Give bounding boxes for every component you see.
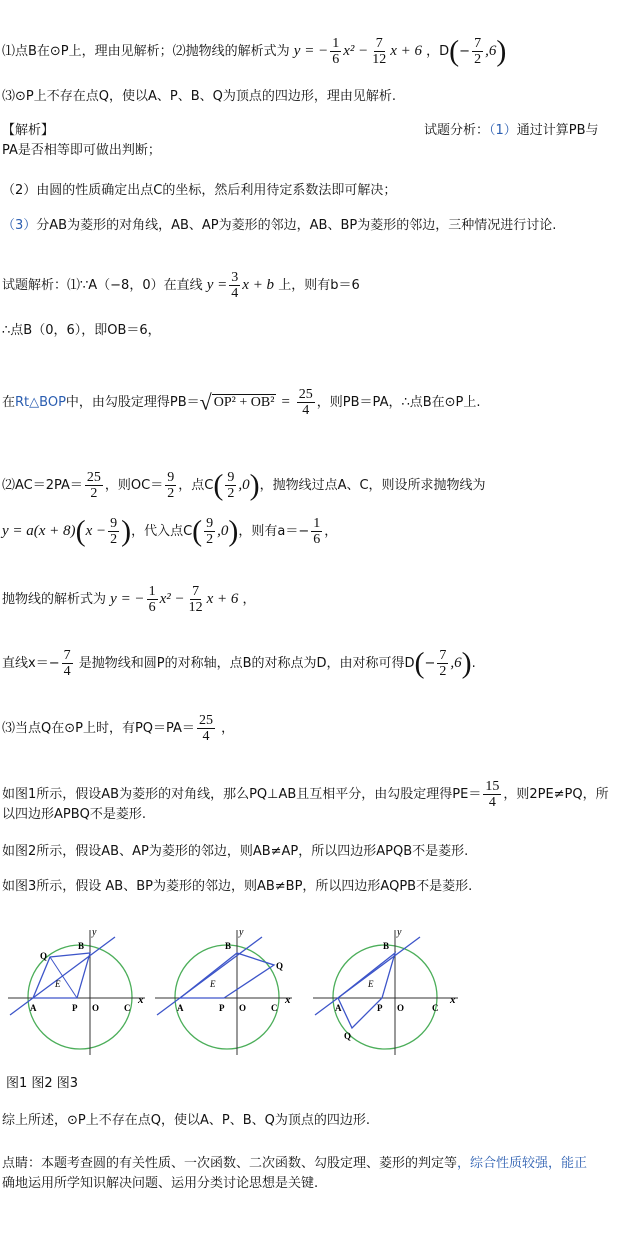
label-e: E: [210, 979, 216, 989]
answer-eq-start: y = −: [293, 43, 329, 59]
figure-3: [313, 927, 458, 1055]
label-b: B: [225, 941, 232, 951]
eq-tail: x + 6: [390, 43, 423, 59]
comma-6: ,6: [485, 43, 497, 59]
diag: [50, 957, 77, 998]
solution-s5: y = a(x + 8)(x − $\frac{9}{2}$ )，代入点C( $\frac{9}{2}$ ,0)，则有a＝− $\frac{1}{6}$ ，: [2, 514, 338, 548]
figures: [0, 925, 630, 1065]
neg-sign: −: [459, 44, 471, 59]
analysis-step2: （2）由圆的性质确定出点C的坐标，然后利用待定系数法即可解决；: [2, 183, 397, 198]
label-x: x: [450, 994, 456, 1006]
solution-s3: 在Rt△BOP中，由勾股定理得PB＝√ OP² + OB² = $\frac{25}{4}$ ，则PB＝PA，∴点B在⊙P上.: [2, 387, 481, 418]
frac-1-6: $\frac{1}{6}$: [332, 36, 340, 67]
solution-s8: ⑶当点Q在⊙P上时，有PQ＝PA＝ $\frac{25}{4}$ ，: [2, 713, 235, 744]
analysis-intro-right: 试题分析：（1）通过计算PB与: [424, 123, 599, 138]
label-o: O: [92, 1003, 100, 1013]
label-q: Q: [344, 1031, 352, 1041]
label-q: Q: [276, 961, 284, 971]
solution-s11: 如图3所示，假设 AB、BP为菱形的邻边，则AB≠BP，所以四边形AQPB不是菱形.: [2, 879, 473, 894]
label-y: y: [92, 927, 97, 938]
label-a: A: [177, 1003, 184, 1013]
analysis-step3: （3）分AB为菱形的对角线，AB、AP为菱形的邻边，AB、BP为菱形的邻边，三种情况进行讨论.: [2, 218, 557, 233]
comment-line-2: 确地运用所学知识解决问题、运用分类讨论思想是关键.: [2, 1176, 319, 1191]
answer-d: ，D: [426, 44, 450, 59]
label-b: B: [78, 941, 85, 951]
label-o: O: [239, 1003, 247, 1013]
label-p: P: [72, 1003, 78, 1013]
solution-s7: 直线x＝− $\frac{7}{4}$ 是抛物线和圆P的对称轴，点B的对称点为D，由对称可得D(− $\frac{7}{2}$ ,6).: [2, 646, 476, 680]
label-p: P: [219, 1003, 225, 1013]
solution-s4: ⑵AC＝2PA＝ $\frac{25}{2}$ ，则OC＝ $\frac{9}{2}$ ，点C( $\frac{9}{2}$ ,0)，抛物线过点A、C，则设所求抛物线为: [2, 468, 486, 502]
label-q: Q: [40, 951, 48, 961]
figure-1: [8, 927, 145, 1055]
solution-s9-cont: 以四边形APBQ不是菱形.: [2, 807, 147, 822]
quad: [180, 953, 274, 998]
label-e: E: [368, 979, 374, 989]
label-p: P: [377, 1003, 383, 1013]
label-c: C: [271, 1003, 278, 1013]
answer-part3: ⑶⊙P上不存在点Q，使以A、P、B、Q为顶点的四边形，理由见解析.: [2, 89, 396, 104]
answer-line-1: ⑴点B在⊙P上，理由见解析；⑵抛物线的解析式为 y = − $\frac{1}{6}$ x² − $\frac{7}{12}$ x + 6 ，D(− $\frac{7}{2}$ ,6): [2, 34, 507, 68]
label-b: B: [383, 941, 390, 951]
frac-7-2: $\frac{7}{2}$: [474, 36, 482, 67]
solution-s9: 如图1所示，假设AB为菱形的对角线，那么PQ⊥AB且互相平分，由勾股定理得PE＝ $\frac{15}{4}$ ，则2PE≠PQ，所: [2, 779, 609, 810]
label-e: E: [55, 979, 61, 989]
eq-mid: x² −: [343, 43, 369, 59]
solution-s1: 试题解析：⑴∵A（−8，0）在直线 y = $\frac{3}{4}$ x + b 上，则有b＝6: [2, 270, 360, 301]
conclusion: 综上所述，⊙P上不存在点Q，使以A、P、B、Q为顶点的四边形.: [2, 1113, 370, 1128]
analysis-intro-cont: PA是否相等即可做出判断；: [2, 143, 161, 158]
label-c: C: [432, 1003, 439, 1013]
label-a: A: [30, 1003, 37, 1013]
label-y: y: [397, 927, 402, 938]
comment-line-1: 点睛：本题考查圆的有关性质、一次函数、二次函数、勾股定理、菱形的判定等，综合性质较强，能正: [2, 1156, 588, 1171]
label-a: A: [335, 1003, 342, 1013]
label-x: x: [138, 994, 144, 1006]
figure-caption: 图1 图2 图3: [6, 1076, 79, 1091]
figure-2: [155, 927, 292, 1055]
solution-s2: ∴点B（0，6），即OB＝6，: [2, 323, 161, 338]
frac-7-12: $\frac{7}{12}$: [372, 36, 387, 67]
answer-part1: ⑴点B在⊙P上，理由见解析；⑵抛物线的解析式为: [2, 44, 290, 59]
solution-s6: 抛物线的解析式为 y = − $\frac{1}{6}$ x² − $\frac{7}{12}$ x + 6 ，: [2, 584, 256, 615]
solution-s10: 如图2所示，假设AB、AP为菱形的邻边，则AB≠AP，所以四边形APQB不是菱形.: [2, 844, 469, 859]
label-c: C: [124, 1003, 131, 1013]
label-y: y: [239, 927, 244, 938]
label-o: O: [397, 1003, 405, 1013]
label-x: x: [285, 994, 291, 1006]
analysis-heading: 【解析】: [2, 123, 55, 138]
quad: [338, 953, 395, 1028]
